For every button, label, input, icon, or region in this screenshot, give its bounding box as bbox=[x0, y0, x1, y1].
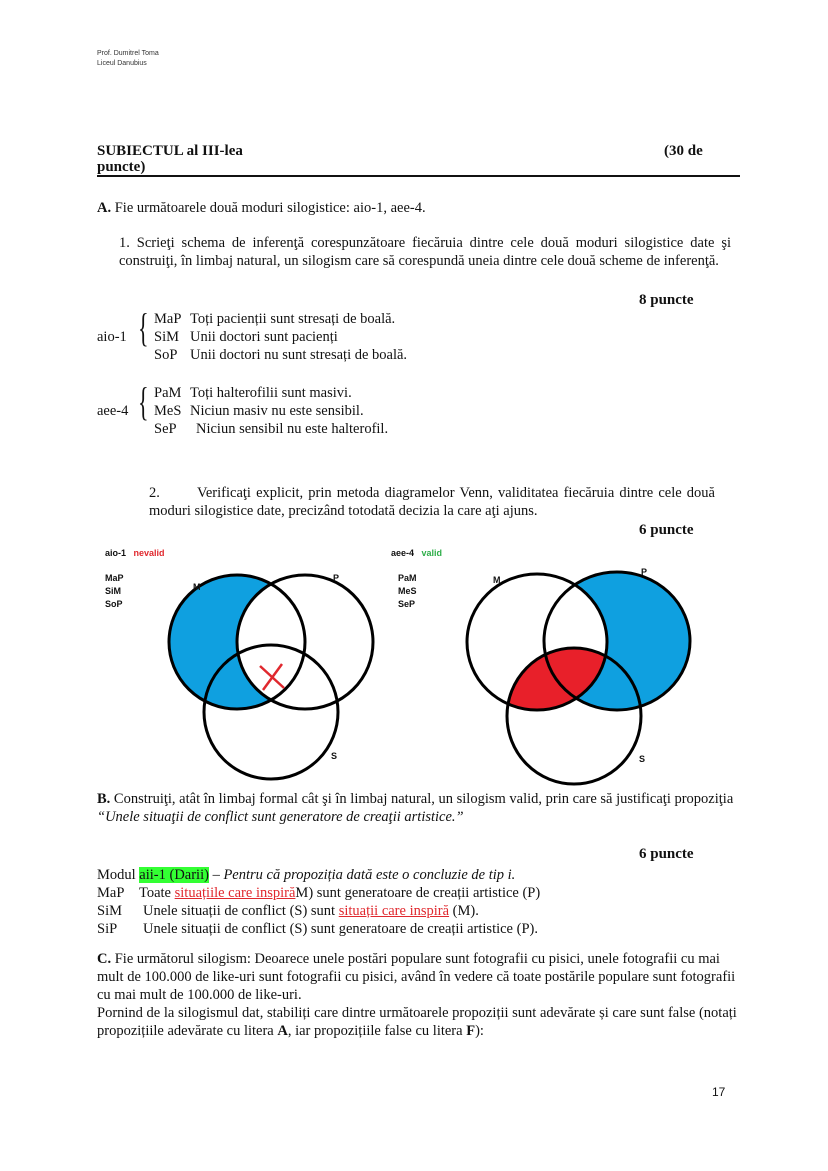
section-b-text: B. Construiţi, atât în limbaj formal cât şi în limbaj natural, un silogism valid, prin care să justificaţi propoziţia “Unele situaţii de conflict sunt generatore de creaţii artistice.” bbox=[97, 791, 734, 825]
q2-points: 6 puncte bbox=[639, 522, 694, 538]
venn-left bbox=[169, 575, 373, 779]
label-p: P bbox=[641, 567, 648, 577]
aio1-label: aio-1 bbox=[97, 329, 127, 345]
venn-left-header: aio-1 nevalid bbox=[105, 548, 165, 558]
question-2: Verificaţi explicit, prin metoda diagramelor Venn, validitatea fiecăruia dintre cele două moduri silogistice date, precizând totodată decizia la care aţi ajuns. bbox=[149, 485, 715, 519]
label-s: S bbox=[331, 751, 338, 761]
q1-points: 8 puncte bbox=[639, 292, 694, 308]
label-p: P bbox=[333, 573, 340, 583]
aee4-schema: PaM Toți halterofilii sunt masivi. MeS Niciun masiv nu este sensibil. SeP Niciun sensibil nu este halterofil. bbox=[154, 385, 389, 437]
label-s: S bbox=[639, 754, 646, 764]
venn-right-header: aee-4 valid bbox=[391, 548, 443, 558]
title-wrap: puncte) bbox=[97, 159, 146, 175]
author: Prof. Dumitrel Toma bbox=[97, 50, 159, 57]
aee4-label: aee-4 bbox=[97, 403, 129, 419]
section-a-intro: A. Fie următoarele două moduri silogistice: aio-1, aee-4. bbox=[97, 200, 426, 216]
brace-icon: { bbox=[138, 305, 149, 350]
venn-right-premises: PaM MeS SeP bbox=[398, 573, 417, 609]
aio1-schema: MaP Toți pacienții sunt stresați de boală. SiM Unii doctori sunt pacienți SoP Unii doctori nu sunt stresați de boală. bbox=[154, 311, 408, 363]
highlighted-mode: aii-1 (Darii) bbox=[139, 867, 209, 883]
title-points: (30 de bbox=[664, 143, 703, 159]
venn-right bbox=[467, 572, 690, 784]
section-c-text: C. Fie următorul silogism: Deoarece unele postări populare sunt fotografii cu pisici, unele fotografii cu mai mult de 100.000 de like-uri sunt fotografii cu pisici, având în vedere că toate postările populare sunt fotografii cu mai mult de 100.000 de like-uri. Pornind de la silogismul dat, stabiliți care dintre următoarele propoziții sunt adevărate și care sunt false (notați propozițiile adevărate cu litera A, iar propozițiile false cu litera F): bbox=[97, 951, 737, 1039]
b-points: 6 puncte bbox=[639, 846, 694, 862]
b-answer: Modul aii-1 (Darii) – Pentru că propoziția dată este o concluzie de tip i. MaP Toate situațiile care inspirăM) sunt generatoare de creații artistice (P) SiM Unele situații de conflict (S) sunt situații care inspiră (M). SiP Unele situații de conflict (S) sunt generatoare de creații artistice (P). bbox=[97, 867, 541, 937]
section-title: SUBIECTUL al III-lea bbox=[97, 143, 243, 159]
label-m: M bbox=[193, 582, 201, 592]
q2-number: 2. bbox=[149, 485, 160, 501]
page-number: 17 bbox=[712, 1085, 726, 1099]
brace-icon: { bbox=[138, 379, 149, 424]
school: Liceul Danubius bbox=[97, 60, 147, 67]
label-m: M bbox=[493, 575, 501, 585]
venn-left-premises: MaP SiM SoP bbox=[105, 573, 124, 609]
question-1: 1. Scrieţi schema de inferenţă corespunzătoare fiecăruia dintre cele două moduri silogistice date şi construiţi, în limbaj natural, un silogism care să corespundă uneia dintre cele două scheme de inferenţă. bbox=[119, 235, 731, 269]
